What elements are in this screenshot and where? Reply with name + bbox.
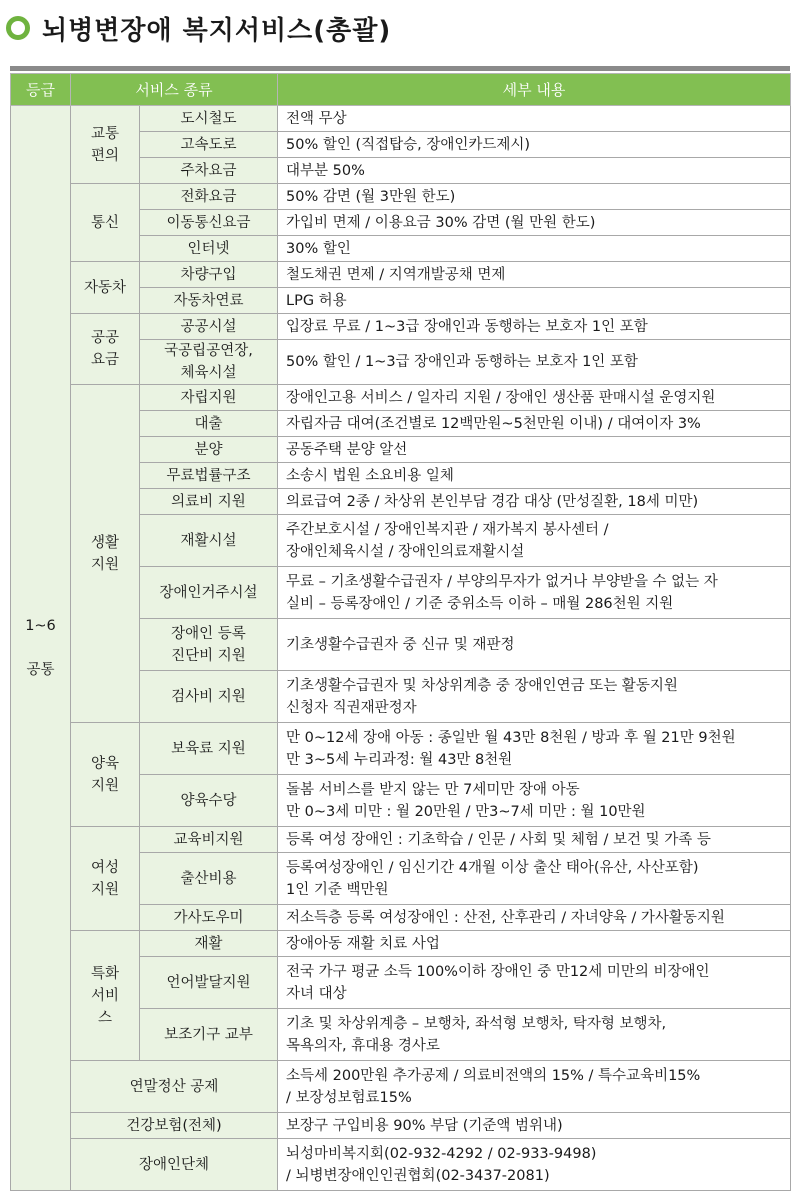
detail-line: 전액 무상 [286,110,347,127]
detail-cell [278,1009,791,1061]
service-label-cell [140,853,278,905]
service-label-cell [71,1061,278,1113]
header-grade: 등급 [11,74,71,106]
service-label-line: 언어발달지원 [166,974,251,991]
detail-line: 보장구 구입비용 90% 부담 (기준액 범위내) [286,1117,563,1134]
service-label-line: 보육료 지원 [171,740,246,757]
table-row [11,314,791,340]
detail-line: 자녀 대상 [286,985,347,1002]
category-label-line: 요금 [90,352,119,368]
category-label-line: 자동차 [83,279,127,296]
service-label-cell [140,411,278,437]
header-service-type: 서비스 종류 [71,74,278,106]
category-cell-public_fee [71,314,140,385]
service-label-line: 장애인 등록 [171,625,246,642]
service-label-line: 건강보험(전체) [126,1117,222,1134]
detail-cell [278,132,791,158]
detail-line: 자립자금 대여(조건별로 12백만원~5천만원 이내) / 대여이자 3% [286,415,701,432]
service-label-cell [140,1009,278,1061]
category-cell-women [71,827,140,931]
service-label-line: 양육수당 [180,792,237,809]
detail-line: 대부분 50% [286,162,365,179]
detail-line: 소송시 법원 소요비용 일체 [286,467,454,484]
service-label-cell [140,210,278,236]
detail-cell [278,905,791,931]
detail-line: 의료급여 2종 / 차상위 본인부담 경감 대상 (만성질환, 18세 미만) [286,493,699,510]
table-row [11,723,791,775]
service-label-line: 국공립공연장, [164,343,253,359]
circle-ring-icon [6,16,30,40]
table-row [11,262,791,288]
detail-cell [278,236,791,262]
service-label-line: 연말정산 공제 [129,1078,219,1095]
detail-cell [278,262,791,288]
detail-cell [278,1139,791,1191]
category-label-line: 편의 [90,147,119,164]
table-row [11,931,791,957]
welfare-services-table [10,73,791,1191]
table-header-row [11,74,791,106]
detail-line: 가입비 면제 / 이용요금 30% 감면 (월 만원 한도) [286,214,596,231]
detail-cell [278,957,791,1009]
service-label-line: 도시철도 [180,110,237,127]
category-label-line: 지원 [90,881,119,898]
service-label-cell [140,905,278,931]
grade-cell [11,106,71,1191]
detail-cell [278,723,791,775]
service-label-line: 출산비용 [180,870,237,887]
detail-line: 뇌성마비복지회(02-932-4292 / 02-933-9498) [286,1145,597,1162]
detail-line: 50% 할인 (직접탑승, 장애인카드제시) [286,136,531,153]
detail-cell [278,489,791,515]
page-header [6,8,391,48]
service-label-cell [140,132,278,158]
service-label-line: 자동차연료 [173,292,244,309]
table-row [11,385,791,411]
detail-cell [278,567,791,619]
detail-line: 1인 기준 백만원 [286,881,389,898]
detail-line: 기초생활수급권자 중 신규 및 재판정 [286,636,515,653]
service-label-line: 공공시설 [180,318,237,335]
service-label-cell [140,671,278,723]
detail-line: 소득세 200만원 추가공제 / 의료비전액의 15% / 특수교육비15% [286,1067,701,1084]
service-label-line: 주차요금 [180,162,237,179]
service-label-line: 전화요금 [180,188,237,205]
detail-line: 50% 감면 (월 3만원 한도) [286,188,456,205]
detail-line: 등록 여성 장애인 : 기초학습 / 인문 / 사회 및 체험 / 보건 및 가족 등 [286,831,711,848]
service-label-cell [140,340,278,385]
grade-label: 공통 [26,662,55,678]
service-label-line: 이동통신요금 [166,214,251,231]
category-cell-special [71,931,140,1061]
service-label-line: 고속도로 [180,136,237,153]
service-label-cell [140,288,278,314]
service-label-cell [140,314,278,340]
service-label-cell [140,567,278,619]
service-label-line: 무료법률구조 [166,467,251,484]
service-label-line: 의료비 지원 [171,493,246,510]
detail-cell [278,853,791,905]
service-label-cell [140,184,278,210]
detail-line: 공동주택 분양 알선 [286,441,408,458]
detail-line: 저소득층 등록 여성장애인 : 산전, 산후관리 / 자녀양육 / 가사활동지원 [286,909,725,926]
detail-line: 만 0~12세 장애 아동 : 종일반 월 43만 8천원 / 방과 후 월 21만 9천원 [286,729,736,746]
category-cell-telecom [71,184,140,262]
detail-line: 만 0~3세 미만 : 월 20만원 / 만3~7세 미만 : 월 10만원 [286,803,646,820]
service-label-line: 대출 [194,415,223,432]
service-label-line: 검사비 지원 [171,688,246,705]
table-row [11,1113,791,1139]
detail-line: 장애인고용 서비스 / 일자리 지원 / 장애인 생산품 판매시설 운영지원 [286,389,716,406]
detail-line: 입장료 무료 / 1~3급 장애인과 동행하는 보호자 1인 포함 [286,318,648,335]
detail-line: 30% 할인 [286,240,351,257]
service-label-line: 진단비 지원 [171,647,246,664]
detail-cell [278,340,791,385]
service-label-line: 재활시설 [180,532,237,549]
table-row [11,827,791,853]
detail-line: 만 3~5세 누리과정: 월 43만 8천원 [286,751,513,768]
category-cell-childcare [71,723,140,827]
service-label-cell [71,1113,278,1139]
header-details: 세부 내용 [278,74,791,106]
service-label-line: 가사도우미 [173,909,244,926]
detail-line: 철도채권 면제 / 지역개발공채 면제 [286,266,506,283]
category-cell-transport [71,106,140,184]
detail-cell [278,437,791,463]
category-label-line: 특화 [90,965,119,982]
service-label-line: 장애인거주시설 [159,584,258,601]
detail-cell [278,1061,791,1113]
detail-cell [278,288,791,314]
service-label-cell [140,827,278,853]
category-label-line: 생활 [90,534,119,551]
table-row [11,106,791,132]
category-label-line: 양육 [90,755,119,772]
table-row [11,1061,791,1113]
service-label-cell [140,489,278,515]
category-cell-car [71,262,140,314]
detail-line: 등록여성장애인 / 임신기간 4개월 이상 출산 태아(유산, 사산포함) [286,859,699,876]
detail-cell [278,827,791,853]
detail-cell [278,619,791,671]
service-label-cell [140,515,278,567]
service-label-cell [140,723,278,775]
service-label-line: 장애인단체 [138,1156,210,1173]
detail-line: 50% 할인 / 1~3급 장애인과 동행하는 보호자 1인 포함 [286,354,638,370]
detail-cell [278,158,791,184]
title-divider [10,66,790,71]
category-label-line: 여성 [90,859,119,876]
service-label-cell [140,437,278,463]
detail-cell [278,1113,791,1139]
service-label-cell [140,619,278,671]
detail-line: 장애인체육시설 / 장애인의료재활시설 [286,543,525,560]
detail-cell [278,411,791,437]
detail-cell [278,931,791,957]
detail-line: 목욕의자, 휴대용 경사로 [286,1037,440,1054]
detail-cell [278,385,791,411]
category-label-line: 통신 [90,214,119,231]
service-label-line: 보조기구 교부 [164,1026,253,1043]
detail-line: 신청자 직권재판정자 [286,699,417,716]
service-label-cell [140,463,278,489]
service-label-line: 교육비지원 [173,831,244,848]
page-title: 뇌병변장애 복지서비스(총괄) [42,15,392,46]
detail-line: / 뇌병변장애인인권협회(02-3437-2081) [286,1167,550,1184]
table-row [11,184,791,210]
detail-line: LPG 허용 [286,292,347,309]
service-label-cell [140,957,278,1009]
category-cell-living [71,385,140,723]
detail-cell [278,184,791,210]
service-label-cell [140,158,278,184]
service-label-cell [140,775,278,827]
service-label-line: 자립지원 [180,389,237,406]
service-label-cell [140,236,278,262]
service-label-cell [140,106,278,132]
category-label-line: 지원 [90,777,119,794]
service-label-line: 분양 [194,441,223,458]
detail-cell [278,106,791,132]
service-label-line: 재활 [194,935,223,952]
detail-cell [278,210,791,236]
detail-line: 실비 – 등록장애인 / 기준 중위소득 이하 – 매월 286천원 지원 [286,595,674,612]
detail-cell [278,671,791,723]
category-label-line: 교통 [90,125,119,142]
detail-line: 전국 가구 평균 소득 100%이하 장애인 중 만12세 미만의 비장애인 [286,963,710,980]
table-row [11,1139,791,1191]
detail-cell [278,314,791,340]
detail-cell [278,775,791,827]
service-label-line: 체육시설 [180,365,237,381]
category-label-line: 지원 [90,556,119,573]
service-label-cell [140,385,278,411]
detail-line: 주간보호시설 / 장애인복지관 / 재가복지 봉사센터 / [286,521,609,538]
grade-range: 1~6 [25,618,56,634]
service-label-cell [71,1139,278,1191]
service-label-cell [140,262,278,288]
detail-line: 돌봄 서비스를 받지 않는 만 7세미만 장애 아동 [286,781,580,798]
detail-line: 기초생활수급권자 및 차상위계층 중 장애인연금 또는 활동지원 [286,677,678,694]
category-label-line: 서비 [90,987,119,1004]
service-label-line: 인터넷 [187,240,230,257]
detail-cell [278,515,791,567]
category-label-line: 공공 [90,330,119,346]
detail-line: / 보장성보험료15% [286,1089,412,1106]
service-label-line: 차량구입 [180,266,237,283]
detail-line: 장애아동 재활 치료 사업 [286,935,440,952]
detail-cell [278,463,791,489]
detail-line: 기초 및 차상위계층 – 보행차, 좌석형 보행차, 탁자형 보행차, [286,1015,667,1032]
category-label-line: 스 [97,1009,112,1026]
detail-line: 무료 – 기초생활수급권자 / 부양의무자가 없거나 부양받을 수 없는 자 [286,573,718,590]
service-label-cell [140,931,278,957]
